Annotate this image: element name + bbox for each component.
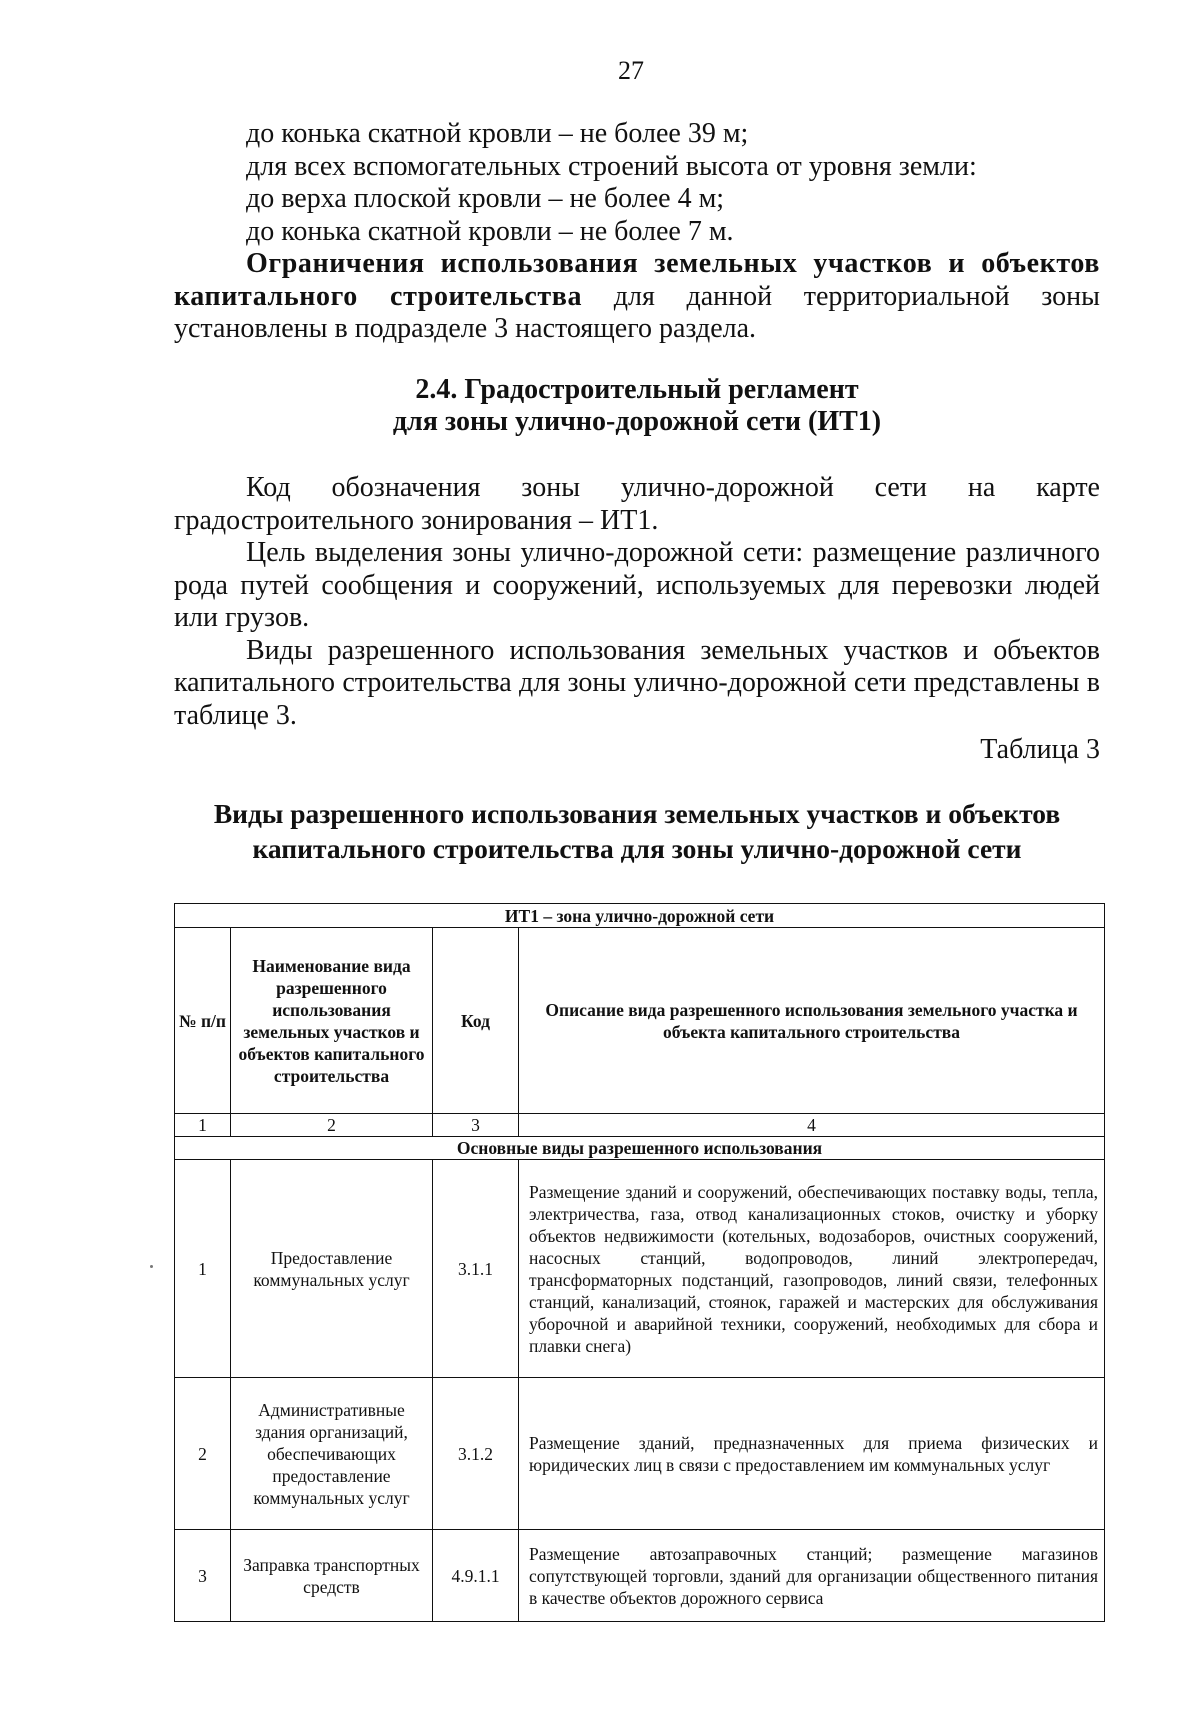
row-description: Размещение зданий и сооружений, обеспечивающих поставку воды, тепла, электричества, газа, отвод канализационных стоков, очистку и уборку объектов недвижимости (котельных, водозаборов, очистных сооружений, насосных станций, водопроводов, линий электропередач, трансформаторных подстанций, газопроводов, линий связи, телефонных станций, канализаций, стоянок, гаражей и мастерских для обслуживания уборочной и аварийной техники, сооружений, необходимых для сбора и плавки снега) <box>519 1160 1105 1378</box>
zone-purpose-paragraph: Цель выделения зоны улично-дорожной сети: размещение различного рода путей сообщения и сооружений, используемых для перевозки людей или грузов. <box>174 537 1100 633</box>
section-heading-line: для зоны улично-дорожной сети (ИТ1) <box>392 406 882 437</box>
height-limits-block <box>174 118 1100 346</box>
table-title-line: Виды разрешенного использования земельных участков и объектов <box>213 798 1061 829</box>
restrictions-bold-text: Ограничения использования земельных участков и объектов капитального строительства <box>174 248 1100 312</box>
row-code: 3.1.2 <box>433 1378 519 1530</box>
section-label: Основные виды разрешенного использования <box>175 1137 1105 1160</box>
table-title <box>174 796 1100 866</box>
table-row <box>175 1378 1105 1530</box>
height-limit-line: для всех вспомогательных строений высота от уровня земли: <box>246 150 977 182</box>
column-header-row <box>175 928 1105 1114</box>
row-code: 4.9.1.1 <box>433 1530 519 1622</box>
column-number: 2 <box>231 1114 433 1137</box>
header-num: № п/п <box>175 928 231 1114</box>
row-use-name: Предоставление коммунальных услуг <box>231 1160 433 1378</box>
row-description: Размещение автозаправочных станций; размещение магазинов сопутствующей торговли, зданий для организации общественного питания в качестве объектов дорожного сервиса <box>519 1530 1105 1622</box>
zone-header-cell: ИТ1 – зона улично-дорожной сети <box>175 904 1105 928</box>
permitted-use-table <box>174 903 1105 1622</box>
zone-code-paragraph: Код обозначения зоны улично-дорожной сети на карте градостроительного зонирования – ИТ1. <box>174 472 1100 536</box>
header-name: Наименование вида разрешенного использования земельных участков и объектов капитального строительства <box>231 928 433 1114</box>
header-code: Код <box>433 928 519 1114</box>
column-number-row <box>175 1114 1105 1137</box>
column-number: 3 <box>433 1114 519 1137</box>
height-limit-line: до конька скатной кровли – не более 39 м; <box>246 118 749 149</box>
table-caption: Таблица 3 <box>980 734 1100 765</box>
permitted-use-paragraph: Виды разрешенного использования земельных участков и объектов капитального строительства для зоны улично-дорожной сети представлены в таблице 3. <box>174 634 1100 731</box>
row-number: 2 <box>175 1378 231 1530</box>
row-number: 3 <box>175 1530 231 1622</box>
section-row <box>175 1137 1105 1160</box>
scan-speck <box>150 1265 153 1268</box>
section-heading-line: 2.4. Градостроительный регламент <box>415 374 859 405</box>
restrictions-rest-text: для данной территориальной зоны установлены в подразделе 3 настоящего раздела. <box>174 280 1100 344</box>
zone-header-row <box>175 904 1105 928</box>
table-row <box>175 1160 1105 1378</box>
row-use-name: Заправка транспортных средств <box>231 1530 433 1622</box>
page-number: 27 <box>618 56 644 85</box>
row-number: 1 <box>175 1160 231 1378</box>
height-limit-line: до верха плоской кровли – не более 4 м; <box>246 183 725 214</box>
column-number: 1 <box>175 1114 231 1137</box>
header-description: Описание вида разрешенного использования земельного участка и объекта капитального строительства <box>519 928 1105 1114</box>
column-number: 4 <box>519 1114 1105 1137</box>
section-heading <box>174 374 1100 438</box>
restrictions-paragraph <box>174 248 1100 346</box>
table-row <box>175 1530 1105 1622</box>
table-title-line: капитального строительства для зоны улично-дорожной сети <box>252 833 1022 864</box>
row-use-name: Административные здания организаций, обеспечивающих предоставление коммунальных услуг <box>231 1378 433 1530</box>
row-code: 3.1.1 <box>433 1160 519 1378</box>
zone-description-block <box>174 472 1100 732</box>
row-description: Размещение зданий, предназначенных для приема физических и юридических лиц в связи с предоставлением им коммунальных услуг <box>519 1378 1105 1530</box>
height-limit-line: до конька скатной кровли – не более 7 м. <box>246 215 734 247</box>
